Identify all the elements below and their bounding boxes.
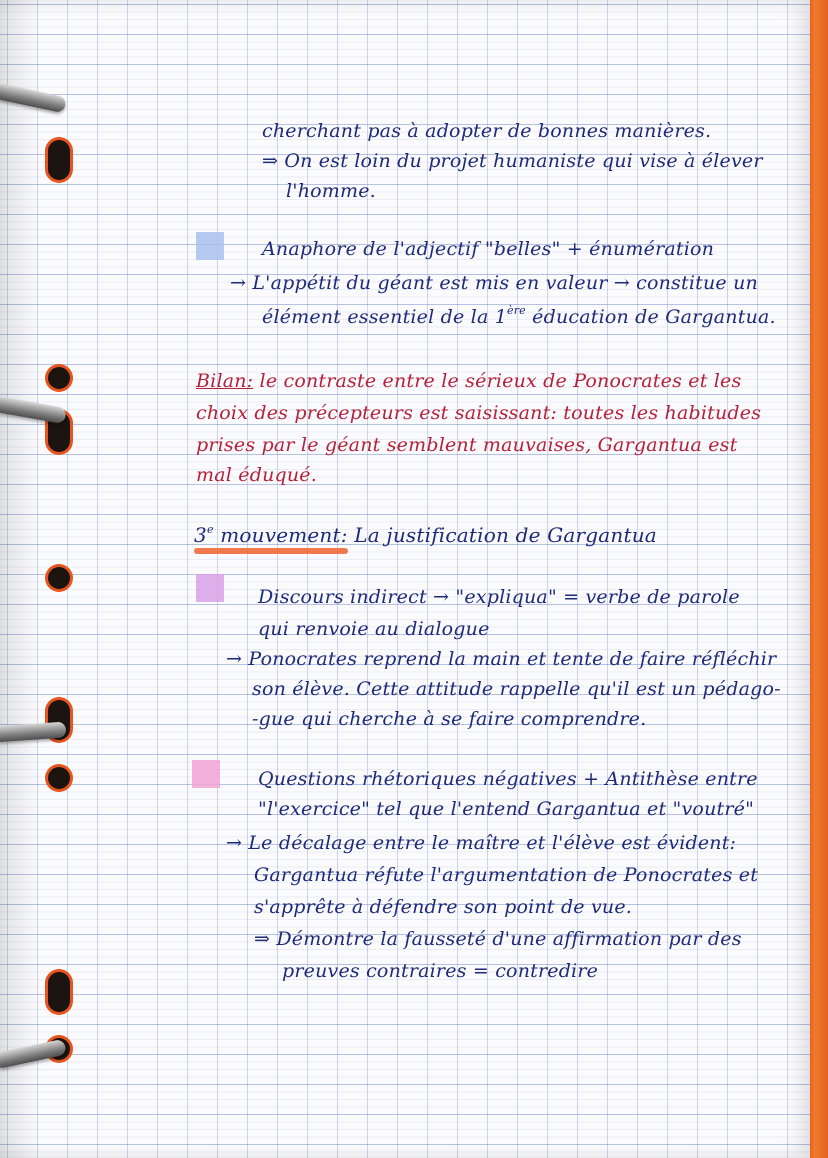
punch-hole-icon [48,140,70,180]
punch-hole-icon [48,972,70,1012]
bilan-line [196,366,741,396]
highlight-swatch-pink [192,760,220,788]
text-line: → Ponocrates reprend la main et tente de faire réfléchir [226,648,777,670]
text-line: s'apprête à défendre son point de vue. [254,896,633,918]
text-line: Anaphore de l'adjectif "belles" + énumération [262,238,715,260]
text-line: → Le décalage entre le maître et l'élève est évident: [226,832,737,854]
text-fragment: le contraste entre le sérieux de Ponocrates et les [253,370,742,392]
bilan-label: Bilan: [196,370,254,392]
superscript: ère [507,304,526,317]
text-line: → L'appétit du géant est mis en valeur → constitue un [230,272,758,294]
bilan-line: mal éduqué. [196,464,317,486]
section-number: 3 [194,523,207,547]
text-line: ⇒ Démontre la fausseté d'une affirmation par des [254,928,742,950]
section-underline [194,548,348,554]
text-line: son élève. Cette attitude rappelle qu'il est un pédago- [252,678,781,700]
bilan-line: prises par le géant semblent mauvaises, Gargantua est [196,434,738,456]
text-line: Discours indirect → "expliqua" = verbe de parole [258,586,740,608]
text-line: preuves contraires = contredire [282,960,599,982]
highlight-swatch-blue [196,232,224,260]
text-line: "l'exercice" tel que l'entend Gargantua et "voutré" [258,798,755,820]
bilan-line: choix des précepteurs est saisissant: toutes les habitudes [196,402,762,424]
section-title: mouvement: La justification de Gargantua [213,523,657,547]
highlight-swatch-purple [196,574,224,602]
text-line: l'homme. [286,180,376,202]
text-line: Gargantua réfute l'argumentation de Ponocrates et [254,864,759,886]
page-shadow [0,0,40,1158]
text-line: -gue qui cherche à se faire comprendre. [252,708,647,730]
superscript: e [206,523,214,536]
punch-hole-icon [48,567,70,589]
punch-hole-icon [48,767,70,789]
text-line: ⇒ On est loin du projet humaniste qui vise à élever [262,150,763,172]
text-fragment: éducation de Gargantua. [525,306,776,328]
punch-hole-icon [48,367,70,389]
text-line: qui renvoie au dialogue [258,618,490,640]
text-line: Questions rhétoriques négatives + Antithèse entre [258,768,758,790]
text-line: cherchant pas à adopter de bonnes manières. [262,120,712,142]
text-line [262,302,776,335]
text-fragment: élément essentiel de la 1 [262,306,508,328]
